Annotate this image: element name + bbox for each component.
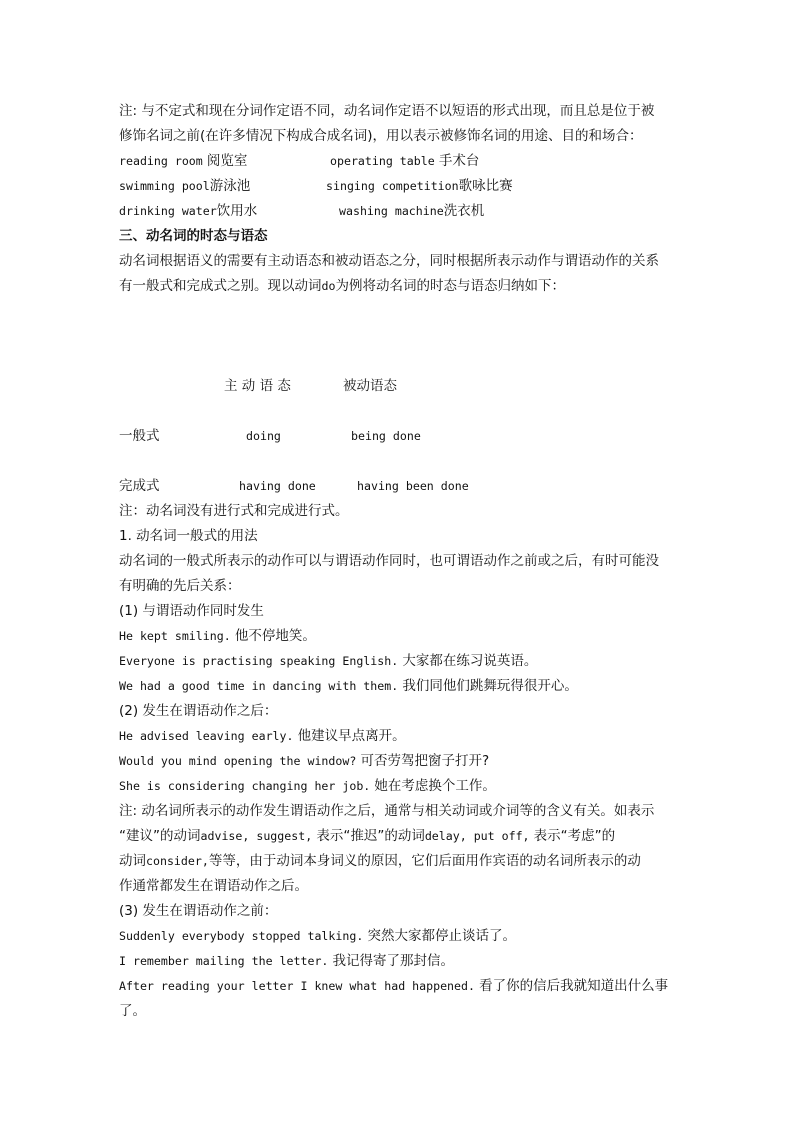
example-cn: 手术台 xyxy=(438,153,480,169)
paragraph-line xyxy=(119,274,565,299)
example-cn: 她在考虑换个工作。 xyxy=(374,778,496,794)
text-span: 为例将动名词的时态与语态归纳如下： xyxy=(335,278,565,294)
text-span: 表示“推迟”的动词 xyxy=(316,828,425,844)
example-cn: 突然大家都停止谈话了。 xyxy=(367,928,516,944)
text-span: 动词 xyxy=(119,853,146,869)
section-heading: 三、动名词的时态与语态 xyxy=(119,228,268,244)
paragraph-line: 动名词的一般式所表示的动作可以与谓语动作同时，也可谓语动作之前或之后，有时可能没 xyxy=(119,553,659,569)
example-row xyxy=(119,149,480,174)
note-paragraph-line: 作通常都发生在谓语动作之后。 xyxy=(119,878,308,894)
item-heading: (3) 发生在谓语动作之前： xyxy=(119,903,278,919)
example-cn: 他建议早点离开。 xyxy=(297,728,406,744)
paragraph-line: 有明确的先后关系： xyxy=(119,578,241,594)
table-row-label: 一般式 xyxy=(119,428,160,444)
subsection-heading: 1. 动名词一般式的用法 xyxy=(119,528,258,544)
example-sentence xyxy=(119,649,537,674)
text-span: do xyxy=(321,279,336,293)
example-cn: 阅览室 xyxy=(206,153,248,169)
example-cn: 看了你的信后我就知道出什么事 xyxy=(479,978,669,994)
note-line: 注：动名词没有进行式和完成进行式。 xyxy=(119,503,349,519)
example-en: We had a good time in dancing with them. xyxy=(119,679,399,693)
note-paragraph-line: 修饰名词之前(在许多情况下构成合成名词)，用以表示被修饰名词的用途、目的和场合： xyxy=(119,128,643,144)
example-cn: 大家都在练习说英语。 xyxy=(402,653,538,669)
example-en: drinking water xyxy=(119,204,217,218)
example-en: He advised leaving early. xyxy=(119,729,294,743)
text-span: 表示“考虑”的 xyxy=(533,828,616,844)
example-en: operating table xyxy=(330,154,435,168)
text-span: 等等，由于动词本身词义的原因，它们后面用作宾语的动名词所表示的动 xyxy=(208,853,641,869)
note-paragraph-line xyxy=(119,849,641,874)
text-span: advise, suggest, xyxy=(200,829,313,843)
example-sentence xyxy=(119,724,406,749)
example-sentence xyxy=(119,949,454,974)
example-en: singing competition xyxy=(326,179,459,193)
example-cn: 洗衣机 xyxy=(443,203,485,219)
example-sentence xyxy=(119,624,316,649)
item-heading: (2) 发生在谓语动作之后： xyxy=(119,703,278,719)
example-cn: 他不停地笑。 xyxy=(234,628,316,644)
text-span: 有一般式和完成式之别。现以动词 xyxy=(119,278,322,294)
example-en: swimming pool xyxy=(119,179,210,193)
example-sentence xyxy=(119,924,516,949)
example-en: He kept smiling. xyxy=(119,629,231,643)
table-cell: having done xyxy=(239,479,316,493)
note-paragraph-line xyxy=(119,824,615,849)
table-header-active: 主 动 语 态 xyxy=(224,378,291,394)
table-cell: doing xyxy=(246,429,281,443)
example-cn: 我们同他们跳舞玩得很开心。 xyxy=(402,678,578,694)
example-row xyxy=(119,174,513,199)
table-cell: being done xyxy=(351,429,421,443)
example-sentence xyxy=(119,674,578,699)
example-sentence xyxy=(119,974,668,999)
example-cn: 游泳池 xyxy=(209,178,251,194)
text-span: “建议”的动词 xyxy=(119,828,201,844)
example-cn: 歌咏比赛 xyxy=(458,178,513,194)
example-en: Suddenly everybody stopped talking. xyxy=(119,929,364,943)
table-cell: having been done xyxy=(357,479,469,493)
example-row xyxy=(119,199,485,224)
note-paragraph-line: 注: 动名词所表示的动作发生谓语动作之后，通常与相关动词或介词等的含义有关。如表示 xyxy=(119,803,655,819)
example-cn: 可否劳驾把窗子打开? xyxy=(360,753,490,769)
example-en: reading room xyxy=(119,154,203,168)
example-en: She is considering changing her job. xyxy=(119,779,371,793)
example-sentence xyxy=(119,749,489,774)
note-paragraph-line: 注: 与不定式和现在分词作定语不同，动名词作定语不以短语的形式出现，而且总是位于被 xyxy=(119,103,655,119)
example-sentence xyxy=(119,774,496,799)
example-en: washing machine xyxy=(339,204,444,218)
example-en: I remember mailing the letter. xyxy=(119,954,329,968)
table-header-passive: 被动语态 xyxy=(343,378,397,394)
paragraph-line: 动名词根据语义的需要有主动语态和被动语态之分，同时根据所表示动作与谓语动作的关系 xyxy=(119,253,659,269)
example-cn: 饮用水 xyxy=(216,203,258,219)
text-span: consider, xyxy=(146,854,209,868)
example-en: Would you mind opening the window? xyxy=(119,754,357,768)
example-en: Everyone is practising speaking English. xyxy=(119,654,399,668)
example-en: After reading your letter I knew what had happened. xyxy=(119,979,475,993)
example-continuation: 了。 xyxy=(119,1003,146,1019)
text-span: delay, put off, xyxy=(424,829,530,843)
table-row-label: 完成式 xyxy=(119,478,160,494)
example-cn: 我记得寄了那封信。 xyxy=(332,953,455,969)
item-heading: (1) 与谓语动作同时发生 xyxy=(119,603,264,619)
